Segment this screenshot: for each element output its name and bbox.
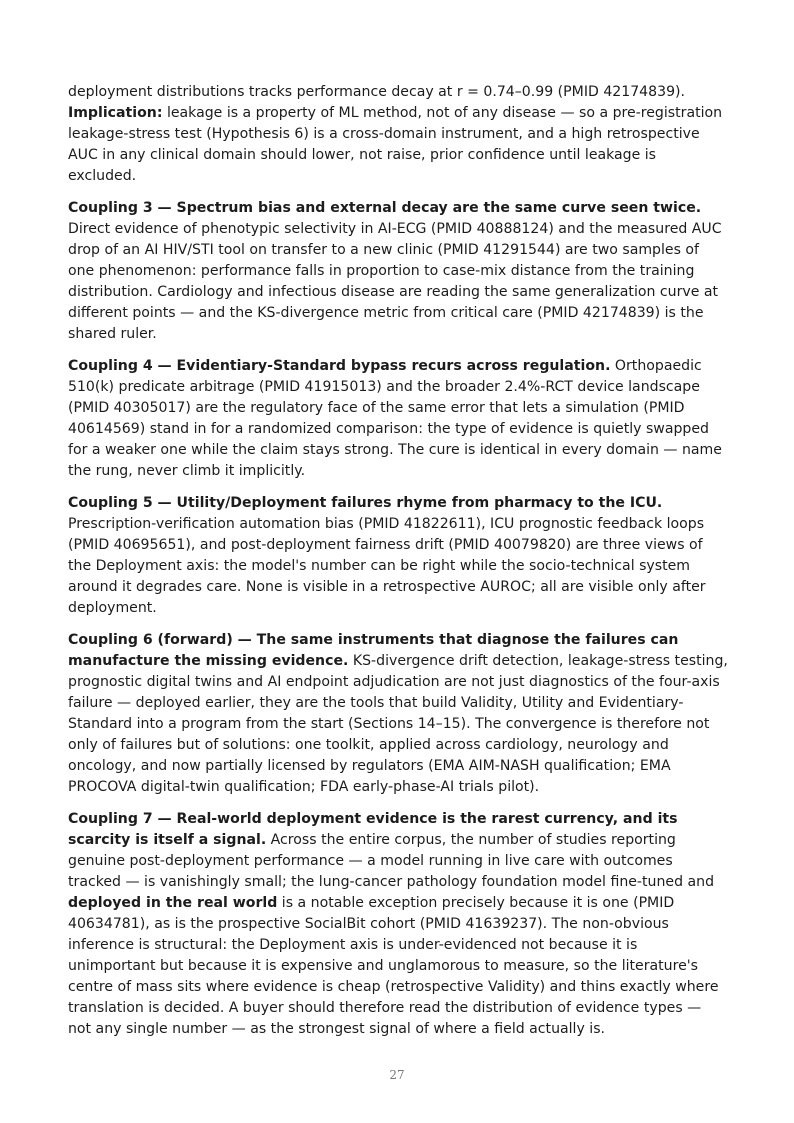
- coupling-heading: Coupling 3 — Spectrum bias and external decay are the same curve seen twice.: [68, 200, 702, 216]
- body-text: [68, 82, 728, 1051]
- coupling-heading: Coupling 7 — Real-world deployment evidence is the rarest currency, and its scarcity is itself a signal.: [68, 811, 678, 848]
- text-run: Direct evidence of phenotypic selectivity in AI-ECG (PMID 40888124) and the measured AUC drop of an AI HIV/STI tool on transfer to a new clinic (PMID 41291544) are two samples of one phenomenon: performance falls in proportion to case-mix distance from the training distribution. Cardiology and infectious disease are reading the same generalization curve at different points — and the KS-divergence metric from critical care (PMID 42174839) is the shared ruler.: [68, 221, 722, 342]
- text-run: Prescription-verification automation bias (PMID 41822611), ICU prognostic feedback loops (PMID 40695651), and post-deployment fairness drift (PMID 40079820) are three views of the Deployment axis: the model's number can be right while the socio-technical system around it degrades care. None is visible in a retrospective AUROC; all are visible only after deployment.: [68, 516, 706, 616]
- coupling-heading: Coupling 4 — Evidentiary-Standard bypass recurs across regulation.: [68, 358, 611, 374]
- bold-run: deployed in the real world: [68, 895, 278, 911]
- paragraph-leakage-implication: [68, 82, 728, 187]
- paragraph-coupling-6: [68, 630, 728, 798]
- bold-run: Implication:: [68, 105, 163, 121]
- text-run: KS-divergence drift detection, leakage-stress testing, prognostic digital twins and AI endpoint adjudication are not just diagnostics of the four-axis failure — deployed earlier, they are the tools that build Validity, Utility and Evidentiary-Standard into a program from the start (Sections 14–15). The convergence is therefore not only of failures but of solutions: one toolkit, applied across cardiology, neurology and oncology, and now partially licensed by regulators (EMA AIM-NASH qualification; EMA PROCOVA digital-twin qualification; FDA early-phase-AI trials pilot).: [68, 653, 728, 795]
- text-run: is a notable exception precisely because it is one (PMID 40634781), as is the prospective SocialBit cohort (PMID 41639237). The non-obvious inference is structural: the Deployment axis is under-evidenced not because it is unimportant but because it is expensive and unglamorous to measure, so the literature's centre of mass sits where evidence is cheap (retrospective Validity) and thins exactly where translation is decided. A buyer should therefore read the distribution of evidence types — not any single number — as the strongest signal of where a field actually is.: [68, 895, 719, 1037]
- paragraph-coupling-5: [68, 493, 728, 619]
- text-run: leakage is a property of ML method, not of any disease — so a pre-registration leakage-stress test (Hypothesis 6) is a cross-domain instrument, and a high retrospective AUC in any clinical domain should lower, not raise, prior confidence until leakage is excluded.: [68, 105, 723, 184]
- text-run: deployment distributions tracks performance decay at r = 0.74–0.99 (PMID 42174839).: [68, 84, 686, 100]
- page-number: 27: [389, 1068, 405, 1082]
- coupling-heading: Coupling 5 — Utility/Deployment failures rhyme from pharmacy to the ICU.: [68, 495, 663, 511]
- paragraph-coupling-3: [68, 198, 728, 345]
- text-run: Orthopaedic 510(k) predicate arbitrage (PMID 41915013) and the broader 2.4%-RCT device landscape (PMID 40305017) are the regulatory face of the same error that lets a simulation (PMID 40614569) stand in for a randomized comparison: the type of evidence is quietly swapped for a weaker one while the claim stays strong. The cure is identical in every domain — name the rung, never climb it implicitly.: [68, 358, 722, 479]
- paragraph-coupling-4: [68, 356, 728, 482]
- text-run: Across the entire corpus, the number of studies reporting genuine post-deployment performance — a model running in live care with outcomes tracked — is vanishingly small; the lung-cancer pathology foundation model fine-tuned and: [68, 832, 715, 890]
- paragraph-coupling-7: [68, 809, 728, 1040]
- coupling-heading: Coupling 6 (forward) — The same instruments that diagnose the failures can manufacture the missing evidence.: [68, 632, 679, 669]
